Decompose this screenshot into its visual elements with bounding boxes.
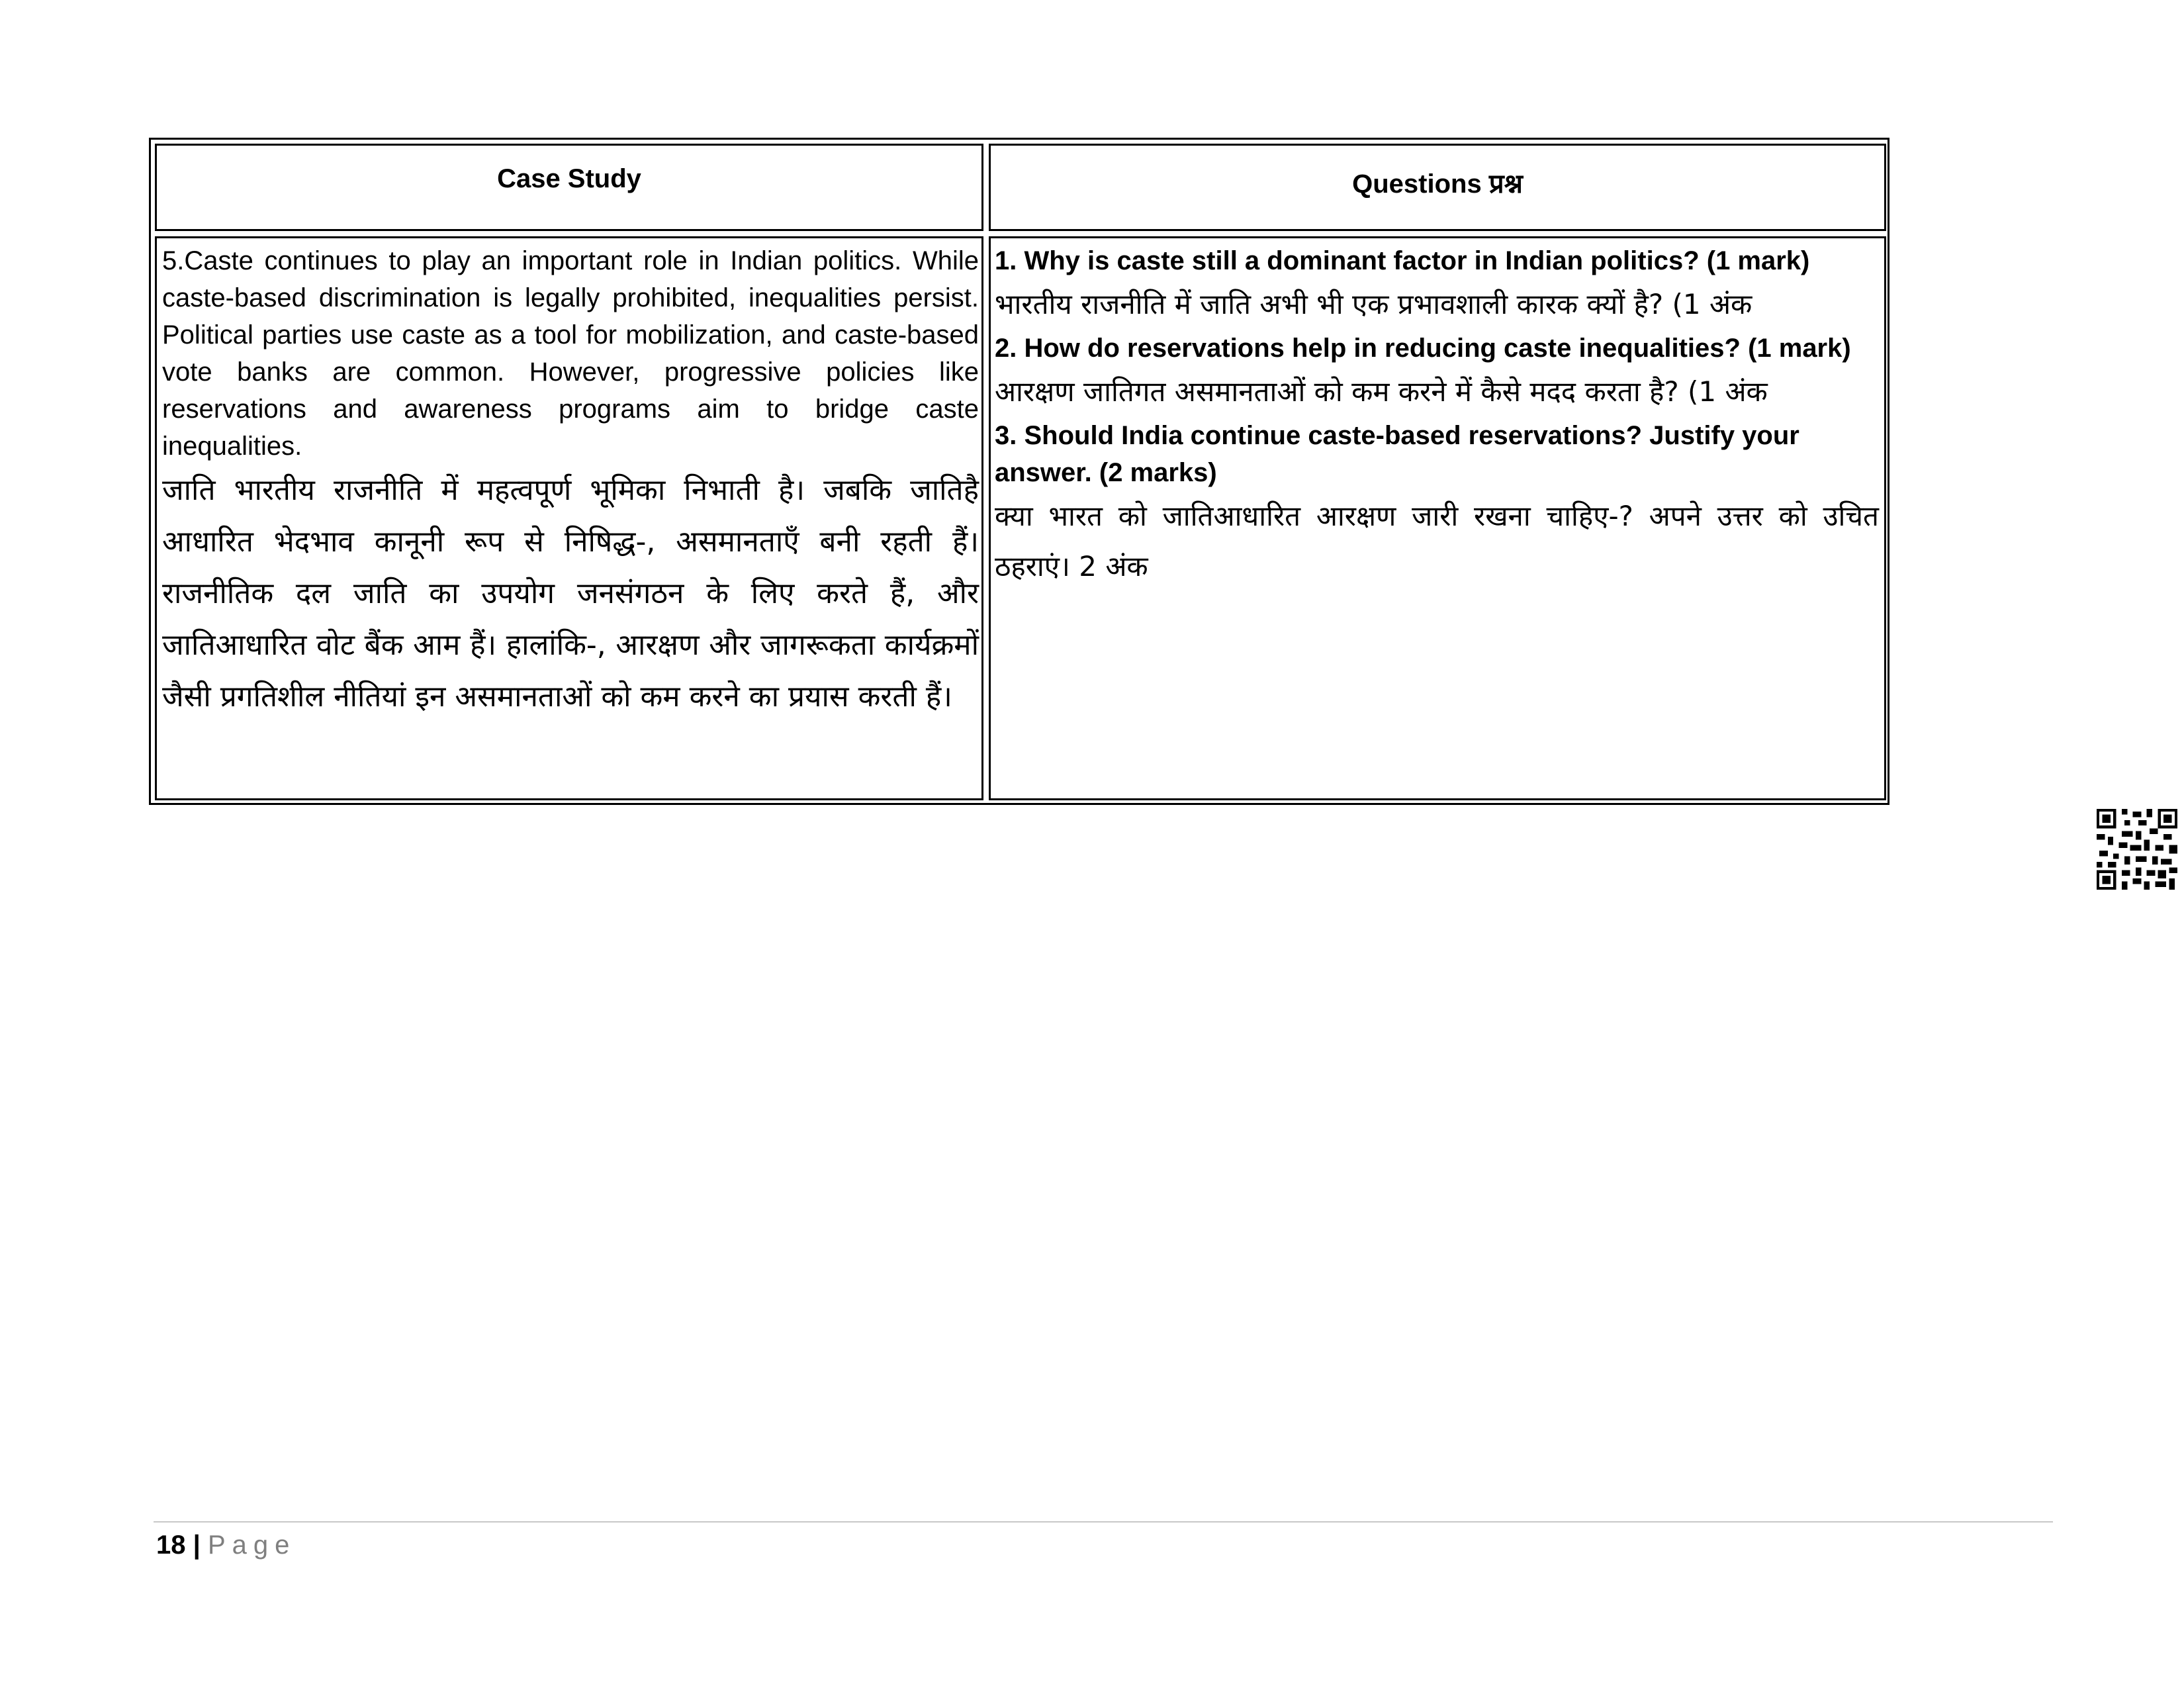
question-3-english: 3. Should India continue caste-based reservations? Justify your answer. (2 marks) [995, 421, 1799, 487]
case-study-table [149, 138, 1889, 805]
case-study-hindi: जाति भारतीय राजनीति में महत्वपूर्ण भूमिका निभाती है। जबकि जातिहै आधारित भेदभाव कानूनी रूप से निषिद्ध-, असमानताएँ बनी रहती हैं। राजनीतिक दल जाति का उपयोग जनसंगठन के लिए करते हैं, और जातिआधारित वोट बैंक आम हैं। हालांकि-, आरक्षण और जागरूकता कार्यक्रमों जैसी प्रगतिशील नीतियां इन असमानताओं को कम करने का प्रयास करती हैं। [162, 473, 979, 714]
question-1-hindi: भारतीय राजनीति में जाति अभी भी एक प्रभावशाली कारक क्यों है? (1 अंक [995, 288, 1752, 320]
question-3-hindi: क्या भारत को जातिआधारित आरक्षण जारी रखना चाहिए-? अपने उत्तर को उचित ठहराएं। 2 अंक [995, 500, 1879, 583]
header-case-study [155, 144, 983, 231]
qr-code-icon [2097, 809, 2177, 890]
question-2 [995, 330, 1879, 417]
case-study-cell [155, 236, 983, 800]
question-2-hindi: आरक्षण जातिगत असमानताओं को कम करने में कैसे मदद करता है? (1 अंक [995, 375, 1768, 408]
page-label: Page [207, 1530, 296, 1560]
case-study-english: 5.Caste continues to play an important role in Indian politics. While caste-based discrimination is legally prohibited, inequalities persist. Political parties use caste as a tool for mobilization, and caste-based vote banks are common. However, progressive policies like reservations and awareness programs aim to bridge caste inequalities. [162, 246, 979, 461]
questions-cell [989, 236, 1886, 800]
page-separator: | [193, 1530, 201, 1560]
page-number: 18 [156, 1530, 186, 1560]
question-1-english: 1. Why is caste still a dominant factor in Indian politics? (1 mark) [995, 246, 1810, 275]
header-questions [989, 144, 1886, 231]
question-2-english: 2. How do reservations help in reducing caste inequalities? (1 mark) [995, 334, 1851, 363]
header-case-study-label: Case Study [497, 164, 641, 193]
question-3 [995, 417, 1879, 592]
header-questions-label: Questions प्रश्न [1352, 169, 1523, 199]
question-1 [995, 242, 1879, 330]
footer-divider [154, 1521, 2053, 1523]
page-footer [156, 1530, 296, 1560]
